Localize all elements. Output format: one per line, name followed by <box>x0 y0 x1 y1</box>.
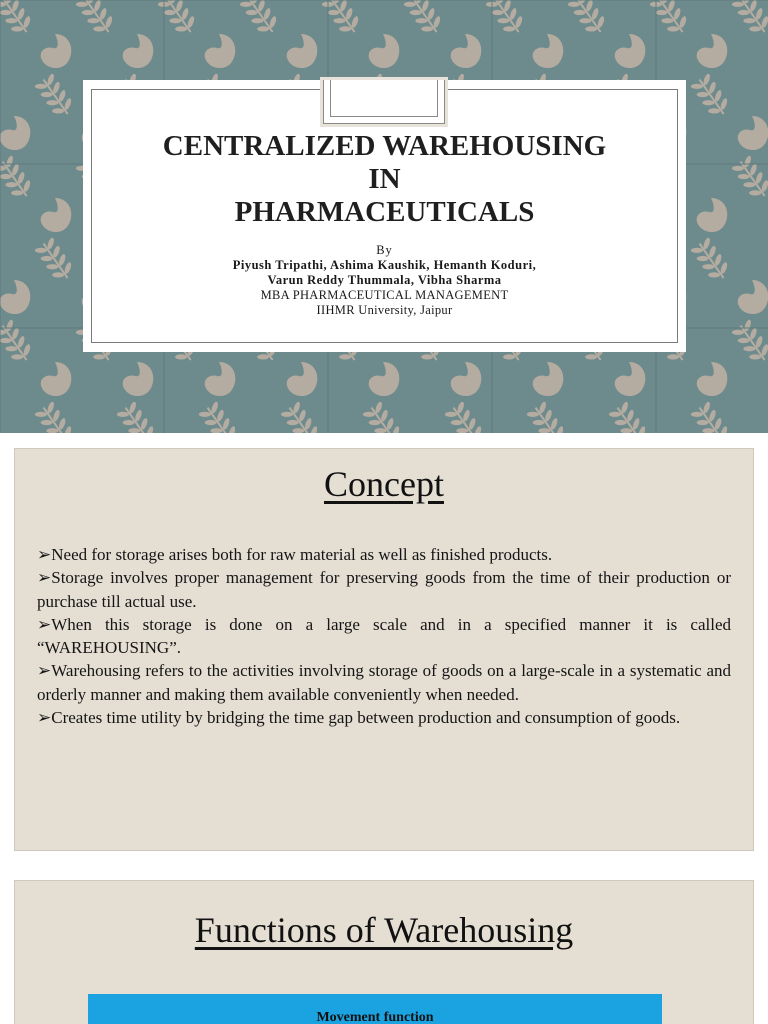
title-slide <box>0 0 768 433</box>
title-line-1: CENTRALIZED WAREHOUSING <box>162 130 607 162</box>
program-name: MBA PHARMACEUTICAL MANAGEMENT <box>260 288 509 302</box>
byline <box>83 243 686 318</box>
bullet-arrow-icon: ➢ <box>37 661 52 681</box>
presentation-title <box>83 130 686 229</box>
bullet-arrow-icon: ➢ <box>37 614 52 634</box>
bullet-arrow-icon: ➢ <box>37 568 52 588</box>
functions-heading: Functions of Warehousing <box>194 910 574 950</box>
bullet-item: ➢Warehousing refers to the activities involving storage of goods on a large-scale in a systematic and orderly manner and making them available conveniently when needed. <box>37 661 731 704</box>
title-line-3: PHARMACEUTICALS <box>234 196 535 228</box>
authors-line-2: Varun Reddy Thummala, Vibha Sharma <box>267 273 502 287</box>
institution-name: IIHMR University, Jaipur <box>316 303 453 317</box>
title-card <box>83 80 686 352</box>
bullet-item: ➢Need for storage arises both for raw material as well as finished products. <box>37 545 553 564</box>
title-card-tab <box>323 80 445 124</box>
functions-slide <box>14 880 754 1024</box>
by-label: By <box>376 243 393 257</box>
bullet-item: ➢Storage involves proper management for preserving goods from the time of their production or purchase till actual use. <box>37 568 731 611</box>
concept-bullet-list <box>37 543 731 729</box>
movement-function-label: Movement function <box>316 1010 434 1024</box>
concept-heading: Concept <box>324 464 444 504</box>
concept-slide <box>14 448 754 851</box>
bullet-item: ➢Creates time utility by bridging the time gap between production and consumption of goods. <box>37 708 681 728</box>
title-line-2: IN <box>368 163 401 195</box>
bullet-arrow-icon: ➢ <box>37 545 52 564</box>
bullet-arrow-icon: ➢ <box>37 708 52 728</box>
authors-line-1: Piyush Tripathi, Ashima Kaushik, Hemanth Koduri, <box>232 258 537 272</box>
movement-function-box <box>88 994 662 1024</box>
bullet-item: ➢When this storage is done on a large scale and in a specified manner it is called “WAREHOUSING”. <box>37 614 731 658</box>
